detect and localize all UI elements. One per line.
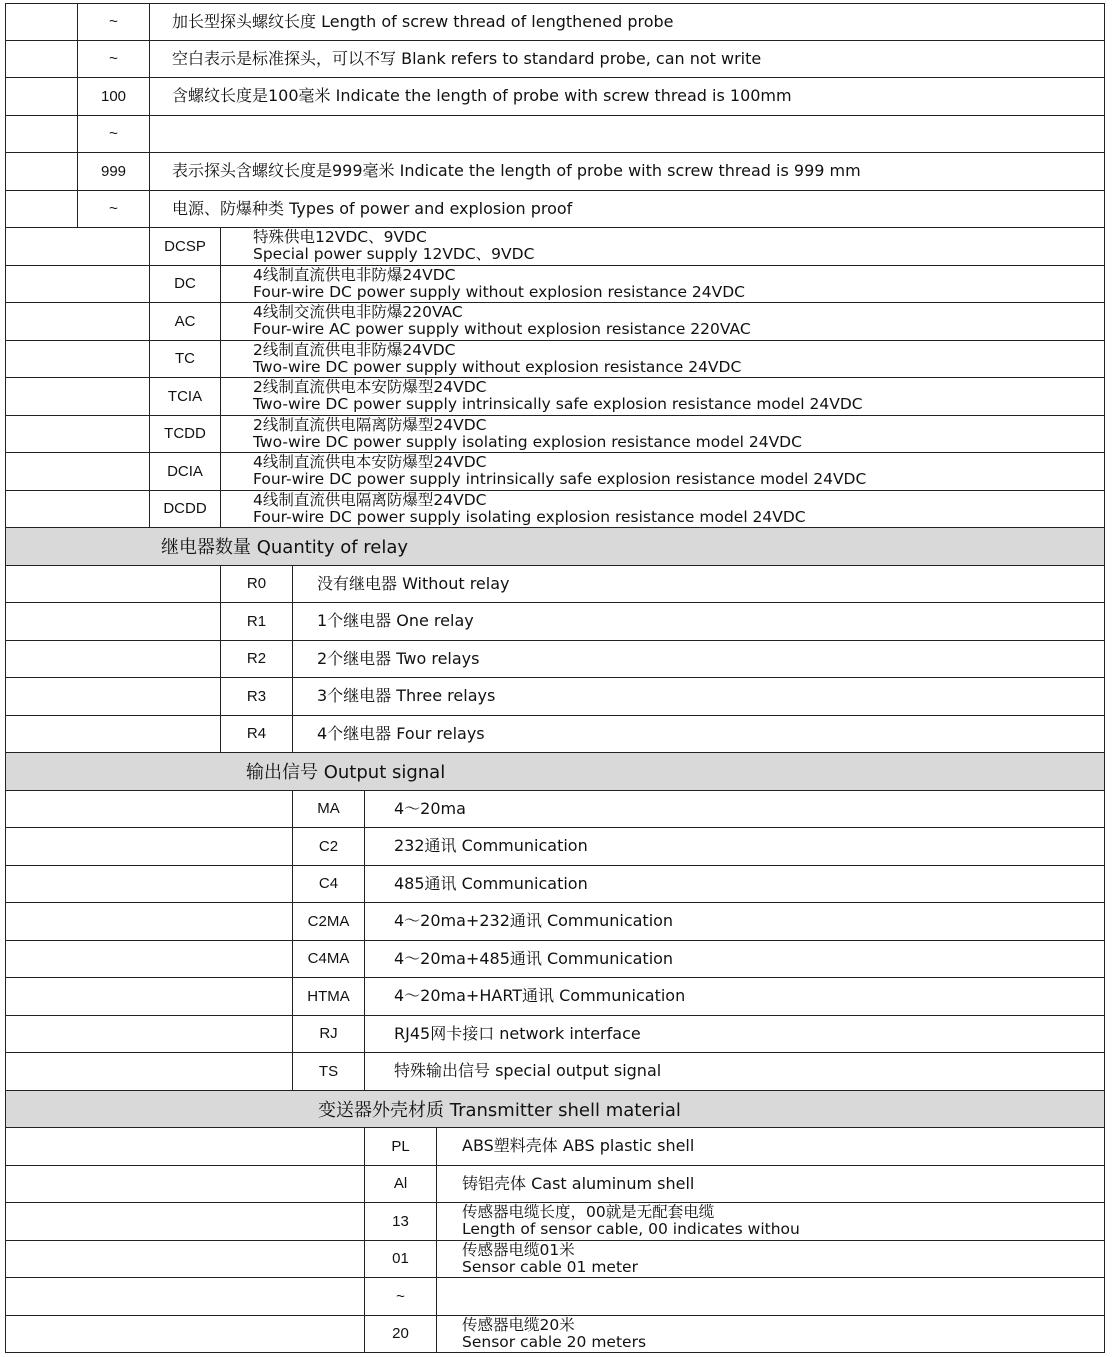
description-cell: [436, 1203, 1104, 1240]
code-cell: HTMA: [292, 978, 364, 1015]
description-cn: 4线制直流供电隔离防爆型24VDC: [253, 490, 487, 509]
description-en: Sensor cable 01 meter: [462, 1257, 638, 1276]
probe-length-row: [5, 3, 1105, 41]
code-cell: ~: [364, 1278, 436, 1315]
description-cell: 4～20ma: [364, 791, 1104, 828]
description-cell: 4～20ma+HART通讯 Communication: [364, 978, 1104, 1015]
blank-cell: [6, 1316, 364, 1353]
code-cell: ~: [77, 41, 149, 78]
cable-length-row: [5, 1278, 1105, 1316]
section-header-output: [5, 753, 1105, 791]
blank-cell: [6, 603, 220, 640]
relay-row: [5, 641, 1105, 679]
description-cell: [220, 266, 1104, 303]
section-header-relay: [5, 528, 1105, 566]
power-type-row: [5, 453, 1105, 491]
blank-cell: [6, 491, 149, 528]
blank-cell: [6, 191, 77, 228]
power-type-row: [5, 303, 1105, 341]
description-cell: [220, 341, 1104, 378]
code-cell: C2MA: [292, 903, 364, 940]
code-cell: R1: [220, 603, 292, 640]
output-signal-row: [5, 903, 1105, 941]
blank-cell: [6, 153, 77, 190]
description-cell: 232通讯 Communication: [364, 828, 1104, 865]
description-cell: [220, 303, 1104, 340]
cable-length-row: [5, 1316, 1105, 1354]
blank-cell: [6, 416, 149, 453]
description-cn: 2线制直流供电非防爆24VDC: [253, 340, 456, 359]
cable-length-row: [5, 1241, 1105, 1279]
blank-cell: [6, 978, 292, 1015]
relay-row: [5, 678, 1105, 716]
description-cn: 特殊供电12VDC、9VDC: [253, 228, 427, 247]
power-type-row: [5, 378, 1105, 416]
description-cell: 铸铝壳体 Cast aluminum shell: [436, 1166, 1104, 1203]
blank-cell: [6, 41, 77, 78]
shell-material-row: [5, 1166, 1105, 1204]
blank-cell: [6, 228, 149, 265]
description-en: Sensor cable 20 meters: [462, 1332, 647, 1351]
output-signal-row: [5, 828, 1105, 866]
code-cell: 999: [77, 153, 149, 190]
description-cell: 表示探头含螺纹长度是999毫米 Indicate the length of probe with screw thread is 999 mm: [149, 153, 1104, 190]
description-cell: [149, 116, 1104, 153]
code-cell: DC: [149, 266, 220, 303]
description-cn: 2线制直流供电本安防爆型24VDC: [253, 378, 487, 397]
description-en: Four-wire DC power supply intrinsically safe explosion resistance model 24VDC: [253, 470, 867, 489]
probe-length-row: [5, 41, 1105, 79]
code-cell: DCDD: [149, 491, 220, 528]
blank-cell: [6, 116, 77, 153]
probe-length-row: [5, 191, 1105, 229]
power-type-row: [5, 341, 1105, 379]
description-cn: 传感器电缆01米: [462, 1240, 575, 1259]
description-en: Four-wire DC power supply isolating explosion resistance model 24VDC: [253, 507, 806, 526]
description-en: Four-wire AC power supply without explosion resistance 220VAC: [253, 320, 751, 339]
probe-length-row: [5, 153, 1105, 191]
output-signal-row: [5, 978, 1105, 1016]
blank-cell: [6, 828, 292, 865]
description-en: Two-wire DC power supply without explosion resistance 24VDC: [253, 357, 742, 376]
description-cell: 3个继电器 Three relays: [292, 678, 1104, 715]
blank-cell: [6, 1016, 292, 1053]
code-cell: R4: [220, 716, 292, 753]
code-cell: 100: [77, 78, 149, 115]
description-cn: 4线制直流供电非防爆24VDC: [253, 265, 456, 284]
power-type-row: [5, 266, 1105, 304]
code-cell: TC: [149, 341, 220, 378]
code-cell: TS: [292, 1053, 364, 1090]
blank-cell: [6, 1241, 364, 1278]
description-cell: [436, 1241, 1104, 1278]
power-type-row: [5, 491, 1105, 529]
description-cell: 4个继电器 Four relays: [292, 716, 1104, 753]
code-cell: ~: [77, 191, 149, 228]
description-cn: 4线制直流供电本安防爆型24VDC: [253, 453, 487, 472]
description-cell: 空白表示是标准探头，可以不写 Blank refers to standard probe, can not write: [149, 41, 1104, 78]
blank-cell: [6, 678, 220, 715]
section-title: 变送器外壳材质 Transmitter shell material: [318, 1099, 681, 1121]
blank-cell: [6, 78, 77, 115]
description-en: Two-wire DC power supply isolating explosion resistance model 24VDC: [253, 432, 802, 451]
code-cell: 01: [364, 1241, 436, 1278]
code-cell: C4MA: [292, 941, 364, 978]
blank-cell: [6, 341, 149, 378]
description-cell: [220, 378, 1104, 415]
blank-cell: [6, 641, 220, 678]
blank-cell: [6, 453, 149, 490]
description-en: Two-wire DC power supply intrinsically safe explosion resistance model 24VDC: [253, 395, 863, 414]
description-cell: [220, 228, 1104, 265]
blank-cell: [6, 903, 292, 940]
description-cn: 2线制直流供电隔离防爆型24VDC: [253, 415, 487, 434]
code-cell: AC: [149, 303, 220, 340]
blank-cell: [6, 941, 292, 978]
description-en: Length of sensor cable, 00 indicates withou: [462, 1220, 800, 1239]
code-cell: R0: [220, 566, 292, 603]
blank-cell: [6, 1278, 364, 1315]
description-cell: 485通讯 Communication: [364, 866, 1104, 903]
description-cn: 4线制交流供电非防爆220VAC: [253, 303, 463, 322]
probe-length-row: [5, 78, 1105, 116]
output-signal-row: [5, 791, 1105, 829]
description-cell: [220, 453, 1104, 490]
description-cell: RJ45网卡接口 network interface: [364, 1016, 1104, 1053]
code-cell: PL: [364, 1128, 436, 1165]
power-type-row: [5, 416, 1105, 454]
relay-row: [5, 566, 1105, 604]
code-cell: TCIA: [149, 378, 220, 415]
description-cell: 4～20ma+485通讯 Communication: [364, 941, 1104, 978]
output-signal-row: [5, 941, 1105, 979]
code-cell: DCSP: [149, 228, 220, 265]
relay-row: [5, 716, 1105, 754]
blank-cell: [6, 378, 149, 415]
section-title: 输出信号 Output signal: [246, 762, 446, 784]
code-cell: C4: [292, 866, 364, 903]
description-cell: 含螺纹长度是100毫米 Indicate the length of probe with screw thread is 100mm: [149, 78, 1104, 115]
blank-cell: [6, 566, 220, 603]
relay-row: [5, 603, 1105, 641]
output-signal-row: [5, 1053, 1105, 1091]
description-cell: [436, 1316, 1104, 1353]
output-signal-row: [5, 866, 1105, 904]
code-cell: 13: [364, 1203, 436, 1240]
code-cell: MA: [292, 791, 364, 828]
blank-cell: [6, 866, 292, 903]
shell-material-row: [5, 1128, 1105, 1166]
description-cell: [436, 1278, 1104, 1315]
description-cell: 1个继电器 One relay: [292, 603, 1104, 640]
description-cell: 2个继电器 Two relays: [292, 641, 1104, 678]
description-cell: ABS塑料壳体 ABS plastic shell: [436, 1128, 1104, 1165]
blank-cell: [6, 791, 292, 828]
code-cell: RJ: [292, 1016, 364, 1053]
code-cell: ~: [77, 4, 149, 40]
code-cell: R3: [220, 678, 292, 715]
description-en: Four-wire DC power supply without explosion resistance 24VDC: [253, 282, 745, 301]
output-signal-row: [5, 1016, 1105, 1054]
code-cell: TCDD: [149, 416, 220, 453]
blank-cell: [6, 266, 149, 303]
code-cell: ~: [77, 116, 149, 153]
cable-length-row: [5, 1203, 1105, 1241]
section-header-shell: [5, 1091, 1105, 1129]
blank-cell: [6, 1203, 364, 1240]
power-type-row: [5, 228, 1105, 266]
section-title: 继电器数量 Quantity of relay: [161, 537, 409, 559]
description-cn: 传感器电缆20米: [462, 1315, 575, 1334]
description-cell: 电源、防爆种类 Types of power and explosion proof: [149, 191, 1104, 228]
description-cell: 特殊输出信号 special output signal: [364, 1053, 1104, 1090]
description-cell: 4～20ma+232通讯 Communication: [364, 903, 1104, 940]
code-cell: DCIA: [149, 453, 220, 490]
description-cell: 加长型探头螺纹长度 Length of screw thread of lengthened probe: [149, 4, 1104, 40]
code-cell: C2: [292, 828, 364, 865]
code-cell: R2: [220, 641, 292, 678]
description-cell: 没有继电器 Without relay: [292, 566, 1104, 603]
code-cell: Al: [364, 1166, 436, 1203]
blank-cell: [6, 1128, 364, 1165]
description-cell: [220, 416, 1104, 453]
blank-cell: [6, 1053, 292, 1090]
description-cn: 传感器电缆长度，00就是无配套电缆: [462, 1203, 715, 1222]
blank-cell: [6, 1166, 364, 1203]
probe-length-row: [5, 116, 1105, 154]
description-en: Special power supply 12VDC、9VDC: [253, 245, 535, 264]
code-cell: 20: [364, 1316, 436, 1353]
blank-cell: [6, 303, 149, 340]
blank-cell: [6, 716, 220, 753]
description-cell: [220, 491, 1104, 528]
blank-cell: [6, 4, 77, 40]
